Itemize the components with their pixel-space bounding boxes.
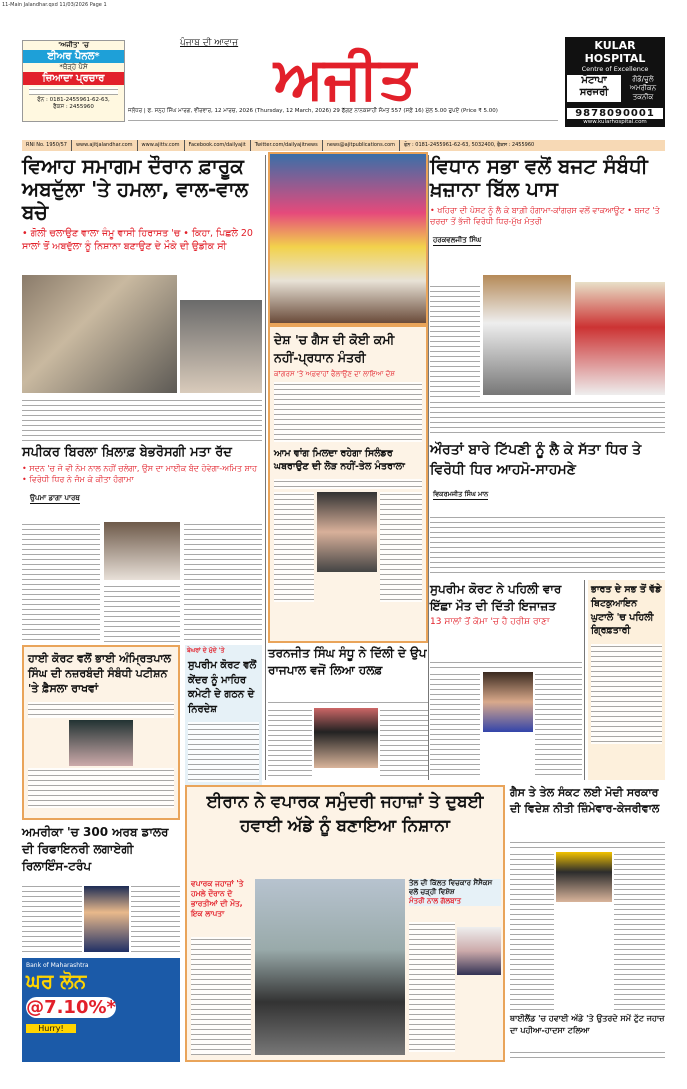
kicker: ਬੇਘਰਾਂ ਦੇ ਮੁੱਦੇ 'ਤੇ (187, 647, 225, 654)
euthanasia-story (430, 581, 582, 627)
email-link[interactable]: news@ajitpublications.com (323, 140, 400, 151)
amritpal-box (22, 645, 180, 820)
photo-oil-minister (457, 927, 501, 975)
photo-sandhu (314, 708, 378, 768)
ad-phone: 9878090001 (567, 108, 663, 119)
ad-fax: ਫੈਕਸ : 2455960 (53, 104, 94, 111)
photo-ceremony (268, 152, 428, 325)
photo-harish-rana (483, 672, 533, 732)
twitter-link[interactable]: Twitter.com/dailyajitnews (251, 140, 323, 151)
ad-product: ਘਰ ਲੋਨ (26, 969, 87, 993)
photo-finance-minister (483, 275, 571, 395)
rni: RNI No. 1950/57 (22, 140, 72, 151)
info-strip (22, 140, 665, 151)
ad-phone: ਫੋਨ : 0181-2455961-62-63, (37, 97, 110, 104)
ad-title: KULAR HOSPITAL (584, 39, 646, 65)
photo-crowd (22, 275, 177, 393)
headline-euthanasia[interactable]: ਸੁਪਰੀਮ ਕੋਰਟ ਨੇ ਪਹਿਲੀ ਵਾਰ ਇੱਛਾ ਮੌਤ ਦੀ ਦਿੱਤੀ ਇਜਾਜ਼ਤ (430, 582, 562, 613)
facebook-link[interactable]: Facebook.com/dailyajit (185, 140, 251, 151)
subhead-iran-deaths: ਵਪਾਰਕ ਜਹਾਜ਼ਾਂ 'ਤੇ ਹਮਲੇ ਦੌਰਾਨ ਦੋ ਭਾਰਤੀਆਂ ਦੀ ਮੌਤ, ਇਕ ਲਾਪਤਾ (191, 879, 244, 918)
headline-refinery[interactable]: ਅਮਰੀਕਾ 'ਚ 300 ਅਰਬ ਡਾਲਰ ਦੀ ਰਿਫਾਇਨਰੀ ਲਗਾਏਗੀ ਰਿਲਾਇੰਸ-ਟਰੰਪ (22, 825, 169, 873)
bank-name: Bank of Maharashtra (26, 962, 89, 969)
photo-farooq (180, 300, 262, 393)
tagline: ਪੰਜਾਬ ਦੀ ਆਵਾਜ਼ (180, 38, 239, 48)
tv-link[interactable]: www.ajittv.com (138, 140, 185, 151)
ad-line: ਮੋਟਾਪਾ (581, 75, 607, 86)
photo-minister (317, 492, 377, 572)
byline: ਵਿਕਰਮਜੀਤ ਸਿੰਘ ਮਾਨ (433, 489, 489, 498)
subhead-farooq: • ਗੋਲੀ ਚਲਾਉਣ ਵਾਲਾ ਜੰਮੂ ਵਾਸੀ ਹਿਰਾਸਤ 'ਚ • ਕਿਹਾ, ਪਿਛਲੇ 20 ਸਾਲਾਂ ਤੋਂ ਅਬਦੁੱਲਾ ਨੂੰ ਨਿਸ਼ਾਨਾ ਬਣਾਉਣ ਦੇ ਮੌਕੇ ਦੀ ਉਡੀਕ ਸੀ (22, 228, 253, 252)
ad-line: ਜ਼ਿਆਦਾ ਪ੍ਰਚਾਰ (23, 72, 124, 85)
women-story (430, 440, 665, 500)
ad-subtitle: Centre of Excellence (581, 65, 649, 73)
photo-cm (575, 282, 665, 395)
ad-rate: @7.10%* (26, 997, 116, 1018)
byline: ਹਰਕਵਲਜੀਤ ਸਿੰਘ (433, 236, 482, 245)
photo-smoke-dubai (255, 879, 405, 1055)
gas-box (268, 325, 428, 643)
subhead-budget: • ਖਹਿਰਾ ਦੀ ਪੋਸਟ ਨੂੰ ਲੈ ਕੇ ਬਾਗ਼ੀ ਹੰਗਾਮਾ-ਕਾਂਗਰਸ ਵਲੋਂ ਵਾਕਆਊਟ • ਬਜਟ 'ਤੇ ਚਰਚਾ ਤੋਂ ਭੱਜੀ ਵਿਰੋਧੀ ਧਿਰ-ਮੁੱਖ ਮੰਤਰੀ (430, 206, 660, 227)
headline-iran[interactable]: ਈਰਾਨ ਨੇ ਵਪਾਰਕ ਸਮੁੰਦਰੀ ਜਹਾਜ਼ਾਂ ਤੇ ਦੁਬਈ ਹਵਾਈ ਅੱਡੇ ਨੂੰ ਬਣਾਇਆ ਨਿਸ਼ਾਨਾ (206, 792, 484, 836)
photo-kejriwal (556, 852, 612, 902)
headline-thailand[interactable]: ਥਾਈਲੈਂਡ 'ਚ ਹਵਾਈ ਅੱਡੇ 'ਤੇ ਉਤਰਦੇ ਸਮੇਂ ਟੁੱਟ ਜਹਾਜ਼ ਦਾ ਪਹੀਆ-ਹਾਦਸਾ ਟਲਿਆ (510, 1014, 665, 1035)
oil-box (409, 879, 501, 906)
subhead-birla: • ਸਦਨ 'ਚ ਜੋ ਵੀ ਨੇਮ ਨਾਲ ਨਹੀਂ ਚਲੇਗਾ, ਉਸ ਦਾ ਮਾਈਕ ਬੰਦ ਹੋਵੇਗਾ-ਅਮਿਤ ਸ਼ਾਹ • ਵਿਰੋਧੀ ਧਿਰ ਨੇ ਜੰਮ ਕੇ ਕੀਤਾ ਹੰਗਾਮਾ (22, 463, 258, 485)
headline-amritpal[interactable]: ਹਾਈ ਕੋਰਟ ਵਲੋਂ ਭਾਈ ਅੰਮ੍ਰਿਤਪਾਲ ਸਿੰਘ ਦੀ ਨਜ਼ਰਬੰਦੀ ਸੰਬੰਧੀ ਪਟੀਸ਼ਨ 'ਤੇ ਫ਼ੈਸਲਾ ਰਾਖਵਾਂ (28, 652, 171, 695)
headline-scam[interactable]: ਭਾਰਤ ਦੇ ਸਭ ਤੋਂ ਵੱਡੇ ਬਿਟਕੁਆਇਨ ਘੁਟਾਲੇ 'ਚ ਪਹਿਲੀ ਗ੍ਰਿਫ਼ਤਾਰੀ (591, 584, 662, 637)
masthead-logo: ਅਜੀਤ (273, 44, 417, 112)
photo-trump (84, 886, 129, 952)
birla-story (22, 446, 262, 504)
photo-amit-shah (104, 522, 180, 580)
headline-cylinder[interactable]: ਆਮ ਵਾਂਗ ਮਿਲਦਾ ਰਹੇਗਾ ਸਿਲੰਡਰ ਘਬਰਾਉਣ ਦੀ ਲੋੜ ਨਹੀਂ-ਤੇਲ ਮੰਤਰਾਲਾ (274, 448, 405, 473)
byline: ਉਪਮਾ ਡਾਗਾ ਪਾਰਥ (30, 494, 80, 503)
ad-cta: Hurry! (26, 1024, 76, 1033)
ad-line: 'ਅਜੀਤ' 'ਚ (58, 41, 89, 49)
ear-panel-ad[interactable] (22, 40, 125, 122)
headline-women[interactable]: ਔਰਤਾਂ ਬਾਰੇ ਟਿੱਪਣੀ ਨੂੰ ਲੈ ਕੇ ਸੱਤਾ ਧਿਰ ਤੇ ਵਿਰੋਧੀ ਧਿਰ ਆਹਮੋ-ਸਾਹਮਣੇ (430, 442, 642, 479)
headline-kejriwal[interactable]: ਗੈਸ ਤੇ ਤੇਲ ਸੰਕਟ ਲਈ ਮੋਦੀ ਸਰਕਾਰ ਦੀ ਵਿਦੇਸ਼ ਨੀਤੀ ਜ਼ਿੰਮੇਵਾਰ-ਕੇਜਰੀਵਾਲ (510, 786, 660, 815)
headline-sc-committee[interactable]: ਸੁਪਰੀਮ ਕੋਰਟ ਵਲੋਂ ਕੇਂਦਰ ਨੂੰ ਮਾਹਿਰ ਕਮੇਟੀ ਦੇ ਗਠਨ ਦੇ ਨਿਰਦੇਸ਼ (188, 660, 257, 715)
phone: ਫੋਨ : 0181-2455961-62-63, 5032400, ਫੈਕਸ : 2455960 (404, 142, 535, 148)
dateline: ਜਲੰਧਰ | ਫ. ਸਨ੍ਹ ਸਿੰਘ ਮਾਰਗ, ਵੀਰਵਾਰ, 12 ਮਾਰਚ, 2026 (Thursday, 12 March, 2026) 29 ਫੱਗਣ ਨਾਨਕਸ਼ਾਹੀ ਸੰਮਤ 557 (ਸਫ਼ੇ 16) ਮੁੱਲ 5.00 ਰੁਪਏ (Price ₹ 5.00) (128, 108, 498, 114)
budget-story (430, 155, 665, 246)
ad-line: ਈਅਰ ਪੈਨਲ* (23, 50, 124, 63)
bank-ad[interactable] (22, 958, 180, 1062)
iran-box (185, 785, 505, 1062)
photo-amritpal (69, 720, 133, 766)
website-link[interactable]: www.ajitjalandhar.com (72, 140, 138, 151)
printer-slug: 11-Main Jalandhar.qxd 11/03/2026 Page 1 (2, 2, 107, 8)
headline-gas[interactable]: ਦੇਸ਼ 'ਚ ਗੈਸ ਦੀ ਕੋਈ ਕਮੀ ਨਹੀਂ-ਪ੍ਰਧਾਨ ਮੰਤਰੀ (274, 332, 395, 365)
ad-line: ਗੋਡੇ/ਚੂਲੇ ਅਮਰੀਕਨ ਤਕਨੀਕ (629, 75, 657, 101)
subhead-gas: ਕਾਂਗਰਸ 'ਤੇ ਅਫ਼ਵਾਹਾਂ ਫੈਲਾਉਣ ਦਾ ਲਾਇਆ ਦੋਸ਼ (274, 370, 395, 378)
kular-hospital-ad[interactable] (565, 37, 665, 127)
ad-line: *ਥੋੜ੍ਹੇ ਪੈਸੇ (59, 63, 88, 72)
column-rule (428, 155, 429, 780)
subhead-euthanasia: 13 ਸਾਲਾਂ ਤੋਂ ਕੋਮਾ 'ਚ ਹੈ ਹਰੀਸ਼ ਰਾਣਾ (430, 616, 550, 627)
column-rule (265, 155, 266, 780)
column-rule (584, 580, 585, 780)
ad-line: ਸਰਜਰੀ (579, 87, 609, 98)
headline-farooq[interactable]: ਵਿਆਹ ਸਮਾਗਮ ਦੌਰਾਨ ਫ਼ਾਰੂਕ ਅਬਦੁੱਲਾ 'ਤੇ ਹਮਲਾ, ਵਾਲ-ਵਾਲ ਬਚੇ (22, 154, 249, 224)
bitcoin-box (588, 580, 665, 780)
headline-birla[interactable]: ਸਪੀਕਰ ਬਿਰਲਾ ਖ਼ਿਲਾਫ਼ ਬੇਭਰੋਸਗੀ ਮਤਾ ਰੱਦ (22, 445, 232, 460)
subhead-oil: ਮੰਤਰੀ ਨਾਲ ਗੱਲਬਾਤ (409, 897, 461, 905)
headline-oil[interactable]: ਤੇਲ ਦੀ ਕਿੱਲਤ ਵਿਚਕਾਰ ਸੈਂਸੈਕਸ ਵਲੋਂ ਚੜ੍ਹੀ ਵਿਸ਼ੇਸ਼ (409, 879, 493, 896)
ad-web: www.kularhospital.com (583, 119, 647, 125)
headline-budget[interactable]: ਵਿਧਾਨ ਸਭਾ ਵਲੋਂ ਬਜਟ ਸੰਬੰਧੀ ਖ਼ਜ਼ਾਨਾ ਬਿੱਲ ਪਾਸ (430, 154, 648, 201)
farooq-story (22, 155, 262, 254)
headline-sandhu[interactable]: ਤਰਨਜੀਤ ਸਿੰਘ ਸੰਧੂ ਨੇ ਦਿੱਲੀ ਦੇ ਉਪ ਰਾਜਪਾਲ ਵਜੋਂ ਲਿਆ ਹਲਫ਼ (268, 646, 427, 678)
